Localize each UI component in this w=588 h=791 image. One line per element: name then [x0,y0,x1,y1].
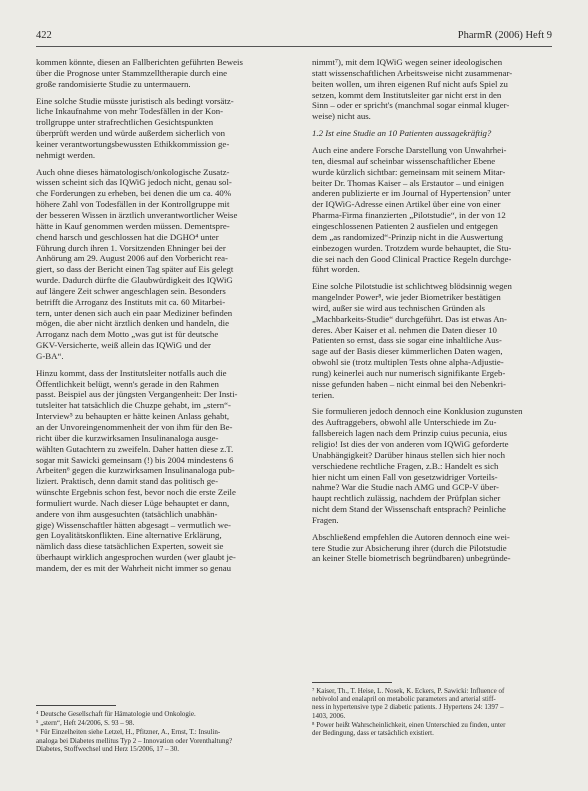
paragraph: Abschließend empfehlen die Autoren dennoch eine wei- tere Studie zur Absicherung ihrer (durch die Pilotstudie an keiner Stelle biometrisch begründbaren) unbegründe- [312,531,511,564]
footnote: ⁷ Kaiser, Th., T. Heise, L. Nosek, K. Eckers, P. Sawicki: Influence of nebivolol and enalapril on metabolic parameters and arterial stiff- ness in hypertensive type 2 diabetic patients. J Hypertens 24: 1397 – 1403, 2006. [312,687,505,720]
left-column [36,57,276,580]
paragraph: Eine solche Studie müsste juristisch als bedingt vorsätz- liche Inkaufnahme von mehr Todesfällen in der Kon- trollgruppe unter strafrechtlichen Gesichtspunkten überprüft werden und würde außerdem sicherlich von keiner verantwortungsbewussten Ethikkommission ge- nehmigt werden. [36,95,234,160]
paragraph: Hinzu kommt, dass der Institutsleiter notfalls auch die Öffentlichkeit belügt, wenn's gerade in den Rahmen passt. Beispiel aus der jüngsten Vergangenheit: Der Insti- tutsleiter hat tatsächlich die Chuzpe gehabt, im „stern“- Interview⁵ zu behaupten er hätte keinen Anlass gehabt, an der Unvoreingenommenheit der von ihm für den Be- richt über die kurzwirksamen Insulinanaloga ausge- wählten Gutachtern zu zweifeln. Daher hatten diese z.T. sogar mit Sawicki gemeinsam (!) bis 2004 mindestens 6 Arbeiten⁶ gegen die kurzwirksamen Insulinanaloga pub- liziert. Praktisch, denn damit stand das politisch ge- wünschte Ergebnis schon fest, bevor noch die erste Zeile formuliert wurde. Nach dieser Lüge behauptet er dann, andere von ihm ausgesuchten (tatsächlich unabhän- gige) Wissenschaftler hätten abgesagt – vermutlich we- gen Loyalitätskonflikten. Eine alternative Erklärung, nämlich dass diese tatsächlichen Experten, soweit sie überhaupt wirklich angesprochen wurden (wer glaubt je- mandem, der es mit der Wahrheit nicht immer so genau [36,367,238,573]
journal-issue: PharmR (2006) Heft 9 [457,30,552,41]
footnote: ⁶ Für Einzelheiten siehe Letzel, H., Pfitzner, A., Ernst, T.: Insulin- analoga bei Diabetes mellitus Typ 2 – Innovation oder Vorenthaltung? Diabetes, Stoffwechsel und Herz 15/2006, 17 – 30. [36,728,233,753]
paragraph: Eine solche Pilotstudie ist schlichtweg blödsinnig wegen mangelnder Power⁸, wie jeder Biometriker bestätigen wird, außer sie wird aus technischen Gründen als „Machbarkeits-Studie“ durchgeführt. Das ist etwas An- deres. Aber Kaiser et al. nehmen die Daten dieser 10 Patienten so ernst, dass sie sogar eine inhaltliche Aus- sage auf der Basis dieser kümmerlichen Daten wagen, obwohl sie (trotz multiplen Tests ohne alpha-Adjustie- rung) keinerlei auch nur numerisch signifikante Ergeb- nisse gefunden haben – nicht einmal bei den Nebenkri- terien. [312,281,512,400]
paragraph: Auch ohne dieses hämatologisch/onkologische Zusatz- wissen scheint sich das IQWiG jedoch nicht, genau sol- che Forderungen zu erheben, bei denen die um ca. 40% höhere Zahl von Todesfällen in der Kontrollgruppe mit der besseren Wissen in ärztlich unverantwortlicher Weise hätte in Kauf genommen werden müssen. Dementspre- chend harsch und geschlossen hat die DGHO⁴ unter Führung durch ihren 1. Vorsitzenden Ehninger bei der Anhörung am 29. August 2006 auf den Vorbericht rea- giert, so dass der Bericht einen Tag später auf Eis gelegt wurde. Dadurch dürfte die Glaubwürdigkeit des IQWiG auf längere Zeit schwer angeschlagen sein. Besonders betrifft die Arroganz des Instituts mit ca. 60 Mitarbei- tern, unter denen sich auch ein paar Mediziner befinden mögen, die aber nicht ärztlich denken und handeln, die Arroganz nach dem Motto „was gut ist für deutsche GKV-Versicherte, weiß allein das IQWiG und der G-BA“. [36,166,238,361]
left-footnotes [36,703,276,754]
paragraph: nimmt⁷), mit dem IQWiG wegen seiner ideologischen statt wissenschaftlichen Arbeitsweise nicht zusammenar- beiten wollen, um ihren eigenen Ruf nicht aufs Spiel zu setzen, kommt dem Institutsleiter gar nicht erst in den Sinn – oder er spricht's (manchmal sogar einmal kluger- weise) nicht aus. [312,57,513,122]
header-rule [36,46,552,47]
footnote: ⁸ Power heißt Wahrscheinlichkeit, einen Unterschied zu finden, unter der Bedingung, dass er tatsächlich existiert. [312,720,506,738]
paragraph: Sie formulieren jedoch dennoch eine Konklusion zugunsten des Auftraggebers, obwohl alle Unterschiede im Zu- fallsbereich lagen nach dem Prinzip cuius pecunia, eius religio! Ist dies der von anderen vom IQWiG geforderte Unabhängigkeit? Darüber hinaus stellen sich hier noch verschiedene rechtliche Fragen, z.B.: Handelt es sich hier nicht um einen Fall von gesetzwidriger Vorteils- nahme? War die Studie nach AMG und GCP-V über- haupt rechtlich zulässig, nachdem der Prüfplan sicher nicht dem Stand der Wissenschaft entsprach? Peinliche Fragen. [312,406,523,525]
section-heading: 1.2 Ist eine Studie an 10 Patienten aussagekräftig? [312,128,492,139]
right-footnotes [312,680,552,738]
footnote: ⁴ Deutsche Gesellschaft für Hämatologie und Onkologie. [36,710,196,718]
footnote: ⁵ „stern“, Heft 24/2006, S. 93 – 98. [36,719,135,728]
page-header [36,30,552,44]
footnote-rule [36,705,116,706]
paragraph: kommen könnte, diesen an Fallberichten geführten Beweis über die Prognose unter Stammzelltherapie durch eine große randomisierte Studie zu untermauern. [36,57,243,89]
paragraph: Auch eine andere Forsche Darstellung von Unwahrhei- ten, diesmal auf scheinbar wissenschaftlicher Ebene wurde kürzlich sichtbar: gemeinsam mit seinem Mitar- beiter Dr. Thomas Kaiser – als Erstautor – und einigen anderen publizierte er im Journal of Hypertension⁷ unter der IQWiG-Adresse einen Artikel über eine von einer Pharma-Firma finanzierten „Pilotstudie“, in der von 12 eingeschlossenen Patienten 2 ausfielen und entgegen dem „as randomized“-Prinzip nicht in die Auswertung einbezogen wurden. Trotzdem wurde behauptet, die Stu- die sei nach den Good Clinical Practice Regeln durchge- führt worden. [312,145,512,275]
page-number: 422 [36,30,52,41]
footnote-rule [312,682,392,683]
right-column [312,57,552,570]
